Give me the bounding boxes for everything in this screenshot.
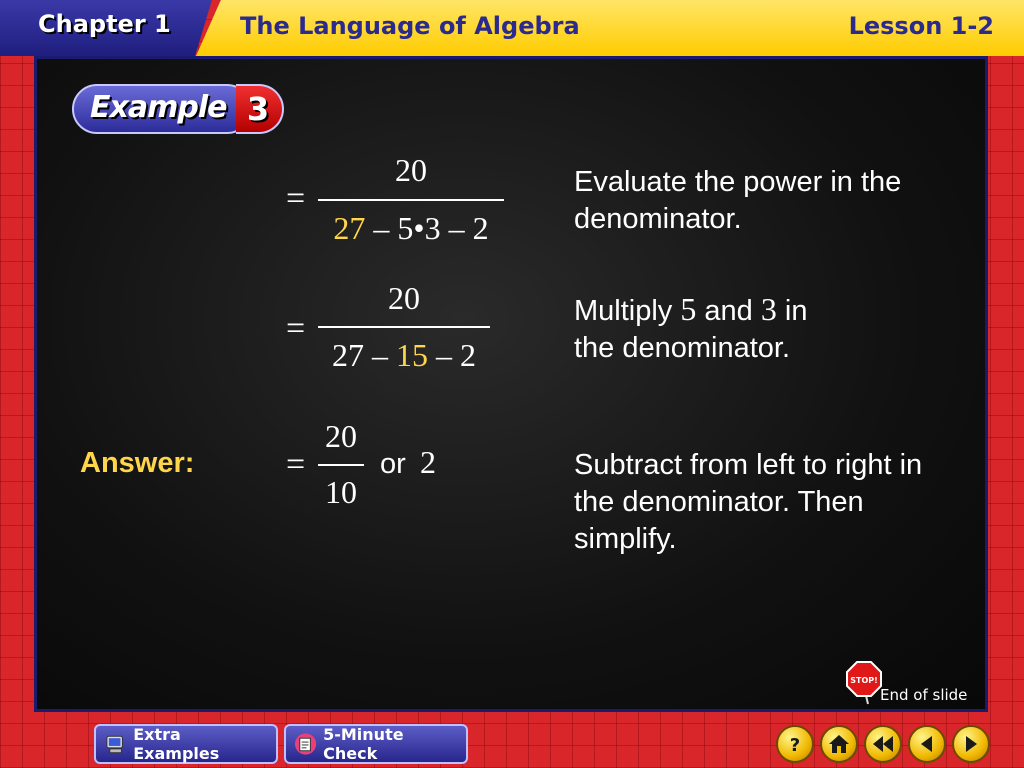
step1-denominator-rest: – 5•3 – 2 [365, 210, 489, 246]
extra-examples-label: Extra Examples [133, 725, 220, 763]
step1-fraction-bar [318, 199, 504, 201]
example-number-box [236, 84, 284, 134]
step2-desc-number-2: 3 [760, 291, 777, 327]
step2-desc-part-b: and [696, 295, 761, 327]
step1-denominator [318, 210, 504, 247]
step1-equals: = [286, 180, 306, 217]
help-button[interactable] [776, 725, 814, 763]
content-panel [34, 56, 988, 712]
next-slide-button[interactable] [952, 725, 990, 763]
step2-description [574, 291, 934, 367]
stop-sign-text: STOP! [850, 676, 878, 685]
step2-desc-number-1: 5 [680, 291, 697, 327]
stop-sign-icon [846, 661, 882, 705]
five-minute-check-label: 5-Minute Check [323, 725, 404, 763]
previous-slide-button[interactable] [908, 725, 946, 763]
step2-equals: = [286, 310, 306, 347]
step2-denominator-pre: 27 – [332, 337, 396, 373]
question-mark-icon [784, 733, 806, 755]
answer-numerator: 20 [325, 418, 357, 454]
home-icon [827, 733, 851, 755]
computer-icon [104, 732, 127, 756]
extra-examples-button[interactable] [94, 724, 278, 764]
step1-numerator: 20 [395, 152, 427, 188]
step2-desc-part-a: Multiply [574, 295, 681, 327]
answer-label: Answer: [80, 447, 195, 479]
svg-text:?: ? [789, 735, 801, 755]
arrow-right-icon [961, 734, 981, 754]
answer-or: or [380, 448, 406, 480]
example-word: Example [90, 90, 227, 125]
step2-denominator [318, 337, 490, 374]
slide-header [0, 0, 1024, 56]
end-of-slide-label: End of slide [880, 686, 968, 704]
answer-denominator: 10 [325, 474, 357, 510]
chapter-label: Chapter 1 [38, 10, 171, 38]
home-button[interactable] [820, 725, 858, 763]
step1-description: Evaluate the power in the denominator. [574, 166, 902, 235]
step2-desc-part-d: the denominator. [574, 332, 791, 364]
step2-numerator: 20 [388, 280, 420, 316]
previous-section-button[interactable] [864, 725, 902, 763]
answer-fraction-bar [318, 464, 364, 466]
answer-value: 2 [420, 444, 436, 480]
five-minute-check-button[interactable] [284, 724, 468, 764]
example-badge [72, 84, 284, 134]
rewind-icon [871, 734, 895, 754]
step2-fraction-bar [318, 326, 490, 328]
example-number: 3 [246, 90, 270, 128]
step2-denominator-post: – 2 [428, 337, 476, 373]
checklist-icon [294, 732, 317, 756]
book-title: The Language of Algebra [240, 12, 580, 40]
step2-highlight: 15 [396, 337, 428, 373]
arrow-left-icon [917, 734, 937, 754]
answer-description: Subtract from left to right in the denominator. Then simplify. [574, 449, 923, 555]
step1-highlight: 27 [333, 210, 366, 246]
lesson-label: Lesson 1-2 [848, 12, 994, 40]
step2-desc-part-c: in [776, 295, 808, 327]
answer-equals: = [286, 446, 306, 483]
